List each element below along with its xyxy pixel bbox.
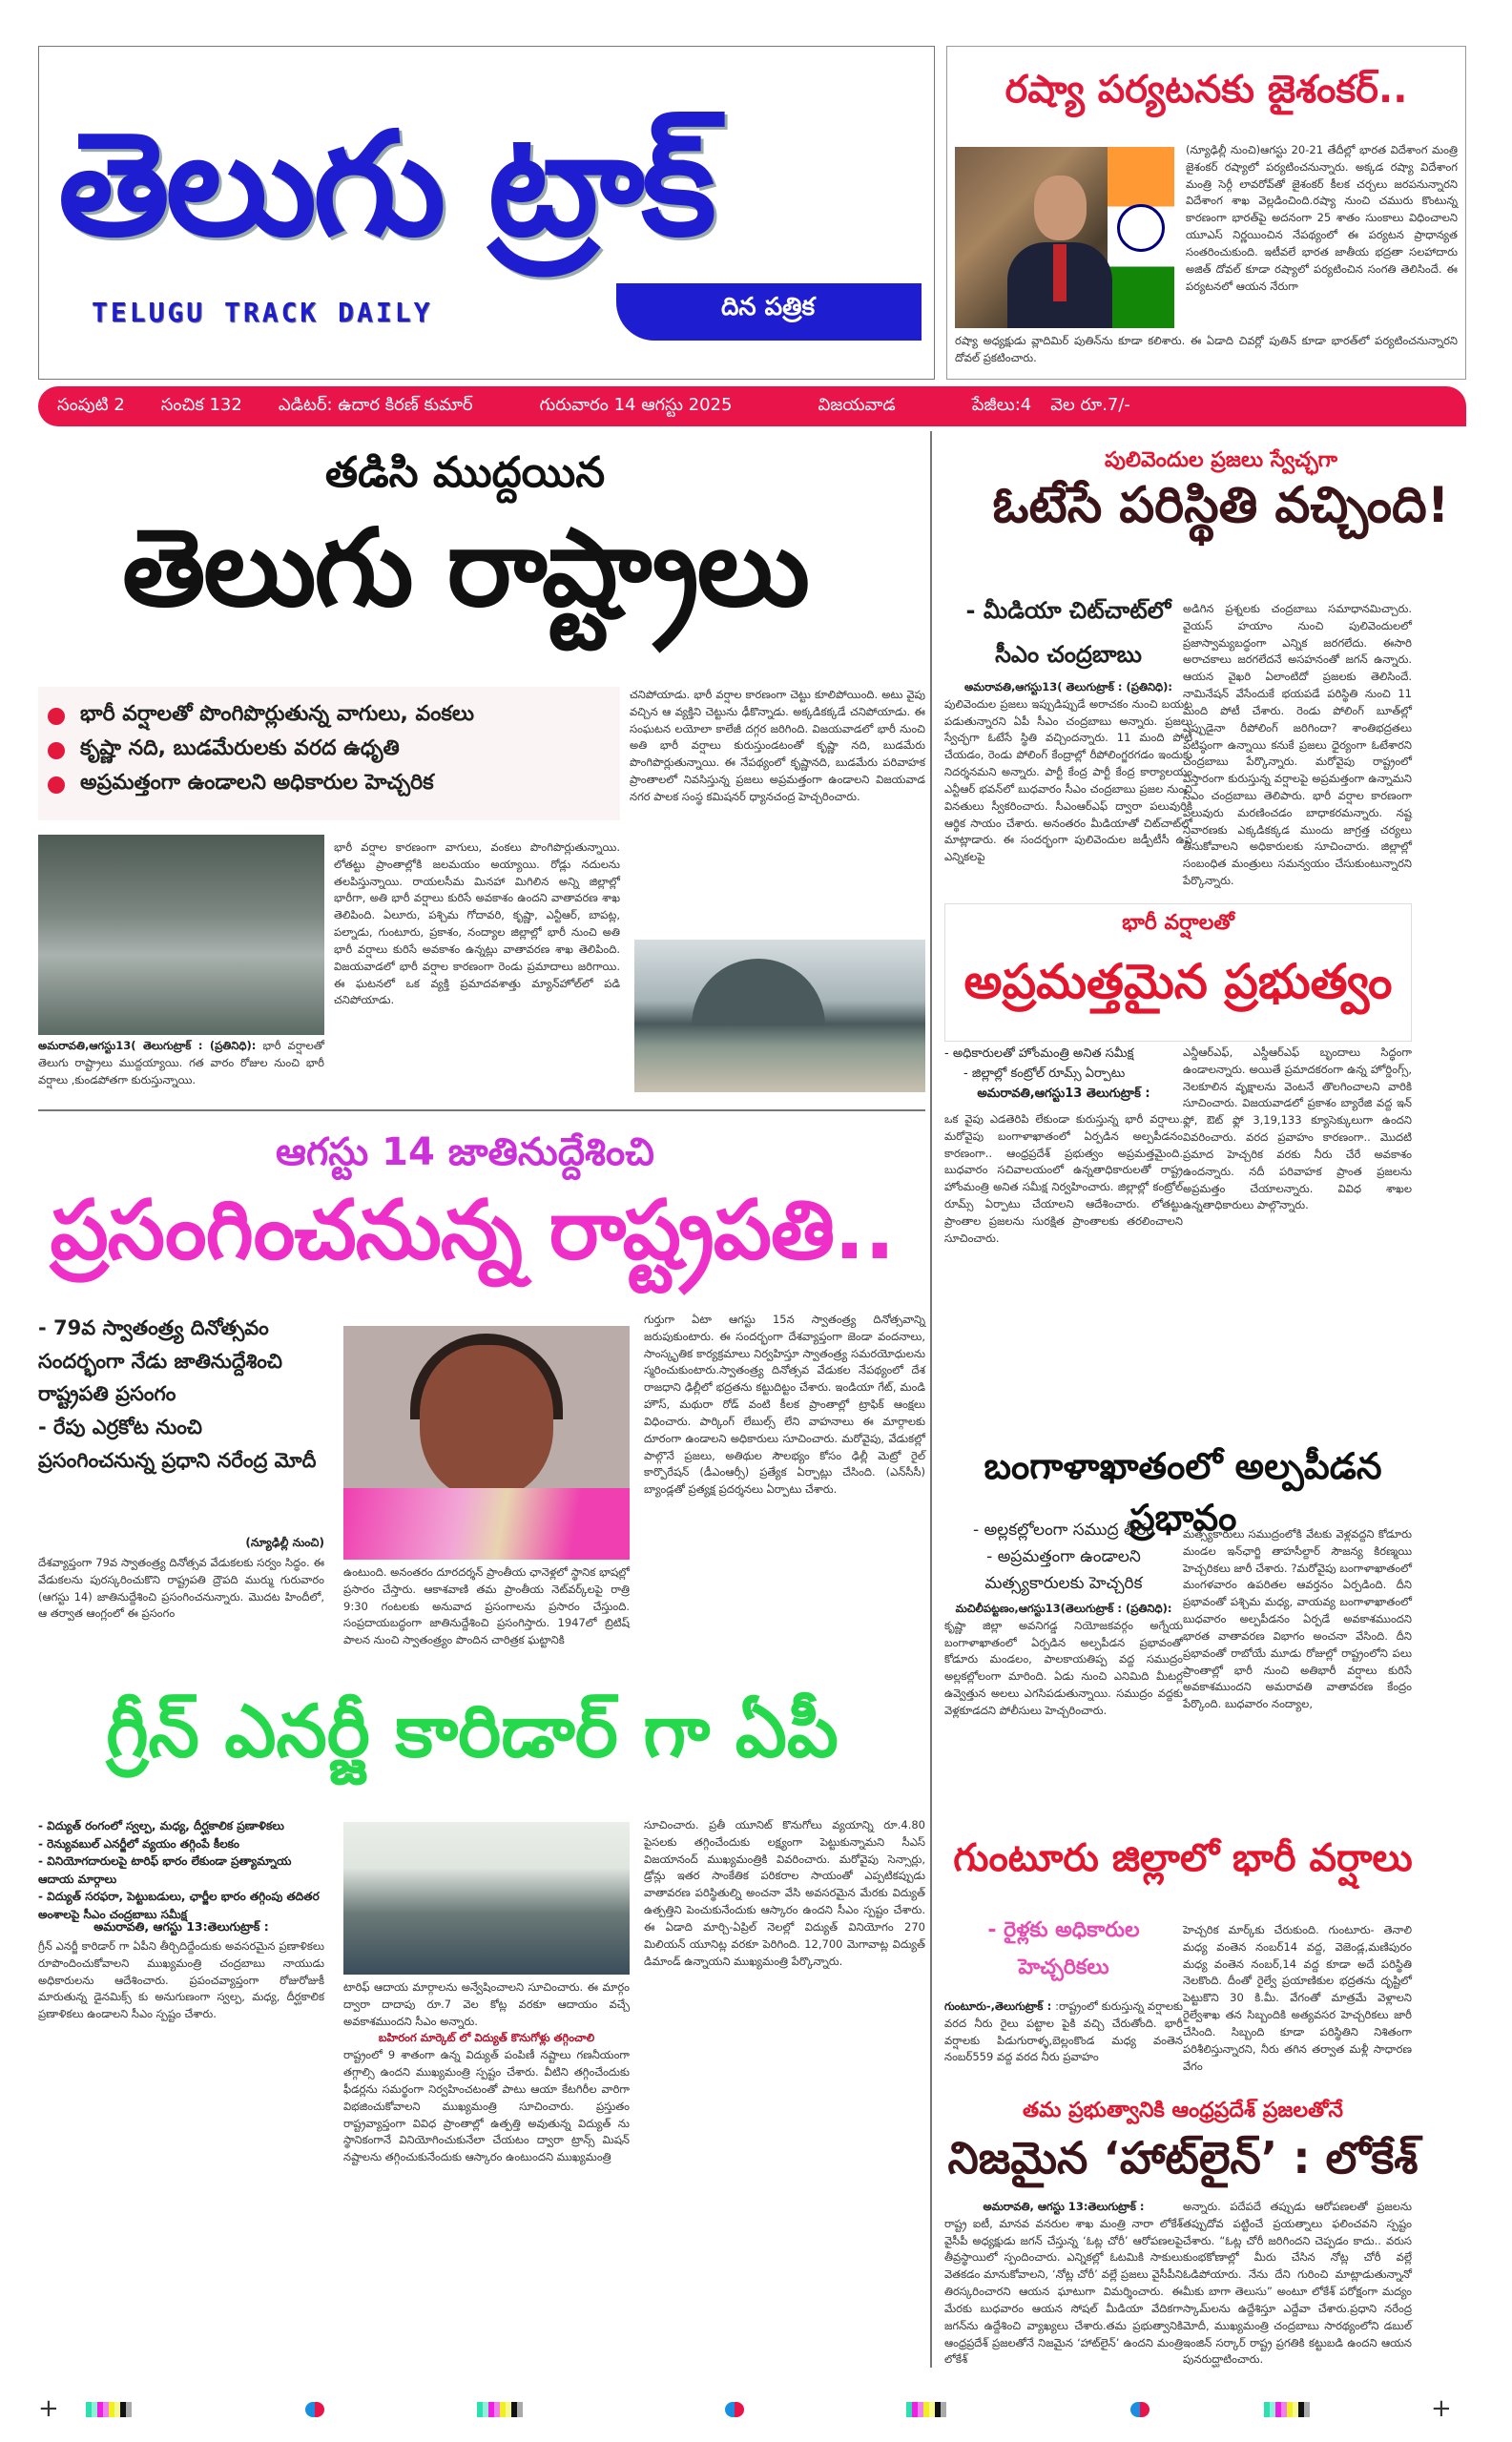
color-bar-icon [477,2402,523,2417]
alert-kicker: భారీ వర్షాలతో [1122,911,1234,935]
guntur-subheads: - రైళ్లకు అధికారుల హెచ్చరికలు [987,1918,1140,1979]
section-divider [38,1109,925,1111]
alert-headline: అప్రమత్తమైన ప్రభుత్వం [963,954,1393,1009]
guntur-body-col1: గుంటూరు-,తెలుగుట్రాక్ : :రాష్ట్రంలో కురుస్తున్న వర్షాలకు వరద నీరు రైలు పట్టాల పైకి వచ్చి చేరుతోంది. భారీ వర్షాలకు పిడుగురాళ్ళ,బెల్లంకొండ మధ్య వంతెన నంబర్559 వద్ద వరద నీరు ప్రవాహం [944,1999,1183,2064]
jaishankar-article [946,46,1466,380]
guntur-body-col2: హెచ్చరిక మార్క్‌కు చేరుకుంది. గుంటూరు- తెనాలి మధ్య వంతెన నంబర్14 వద్ద, వెజెండ్ల,మణిపురం మధ్య వంతెన నంబర్,14 వద్ద కూడా అదే పరిస్థితి నెలకొంది. దీంతో రైల్వే ప్రయాణికుల భద్రతను దృష్టిలో పెట్టుకొని 30 కి.మీ. వేగంతో మాత్రమే వెళ్లాలని రైల్వేశాఖ తన సిబ్బందికి అత్యవసర హెచ్చరికలు జారీ చేసింది. సిబ్బంది కూడా పరిస్థితిని నిశితంగా పరిశీలిస్తున్నారని, నీరు తగిన తర్వాత మళ్లీ సాధారణ వేగం [1183,1923,1412,2073]
date: గురువారం 14 ఆగస్టు 2025 [539,394,733,415]
alert-body-col2: ఎన్డీఆర్ఎఫ్, ఎస్డీఆర్ఎఫ్ బృందాలు సిద్ధంగా ఉండాలన్నారు. అయితే ప్రమాదకరంగా ఉన్న హోర్డింగ్స్, నెలకూలిన వృక్షాలను వెంటనే తొలగించాలని వారికి సూచించారు. విజయవాడలో ప్రకాశం బ్యారేజి వద్ద ఇన్ ఫ్లో, ఔట్ ఫ్లో 3,19,133 క్యూసెక్కులుగా ఉందని వివరించారు. వరద ప్రవాహం కారణంగా.. మొదటి ప్రమాద హెచ్చరిక వరకు నీరు చేరే అవకాశం ఉందన్నారు. నదీ పరివాహక ప్రాంత ప్రజలను అప్రమత్తం చేయాలన్నారు. వివిధ శాఖల ఉన్నతాధికారులు పాల్గొన్నారు. [1183,1045,1412,1212]
main-headline: తెలుగు రాష్ట్రాలు [122,507,808,631]
pulivendula-subheads: - మీడియా చిట్‌చాట్‌లో సీఎం చంద్రబాబు [965,597,1171,668]
bullet-item: అప్రమత్తంగా ఉండాలని అధికారుల హెచ్చరిక [48,771,611,799]
jaishankar-body-bottom: రష్యా అధ్యక్షుడు వ్లాదిమిర్ పుతిన్‌ను కూడా కలిశారు. ఈ ఏడాది చివర్లో పుతిన్ కూడా భారత్‌లో పర్యటించనున్నారని దోవల్ ప్రకటించారు. [955,334,1458,364]
main-bullets [38,687,620,820]
bay-body-col1: మచిలీపట్టణం,ఆగస్టు13(తెలుగుట్రాక్ : (ప్రతినిధి): కృష్ణా జిల్లా అవనిగడ్డ నియోజకవర్గం అగ్నేయ బంగాళాఖాతంలో ఏర్పడిన అల్పపీడన ప్రభావంతో కోడూరు మండలం, పాలకాయతిప్ప వద్ద సముద్రం అల్లకల్లోలంగా మారింది. ఏడు నుంచి ఎనిమిది మీటర్ల ఉవ్వెత్తున అలలు ఎగసిపడుతున్నాయి. సముద్రం వద్దకు వెళ్లకూడదని పోలీసులు హెచ్చరించారు. [944,1602,1183,1717]
pulivendula-body-col2: అడిగిన ప్రశ్నలకు చంద్రబాబు సమాధానమిచ్చారు. వైయస్ హయాం నుంచి పులివెందులలో ప్రజాస్వామ్యబద్ధంగా ఎన్నిక జరగలేదు. ఈసారి అరాచకాలు జరగలేదనే అసహనంతో జగన్ ఉన్నారు. ఆయన వైఖరి ఏలాంటిదో ప్రజలకు తెలిసిందే. నామినేషన్ వేసేందుకే భయపడే పరిస్థితి నుంచి 11 మంది పోటీ చేశారు. రెండు పోలింగ్ బూత్‌ల్లో ఎప్పుడైనా రీపోలింగ్ జరిగిందా? శాంతిభద్రతలు పటిష్ఠంగా ఉన్నాయి కనుకే ప్రజలు ధైర్యంగా ఓటేశారని చంద్రబాబు పేర్కొన్నారు. మరోవైపు రాష్ట్రంలో విస్తారంగా కురుస్తున్న వర్షాలపై అప్రమత్తంగా ఉన్నామని సీఎం చంద్రబాబు తెలిపారు. భారీ వర్షాల కారణంగా పలువురు మరణించడం బాధాకరమన్నారు. నష్ట నివారణకు ఎక్కడికక్కడ ముందు జాగ్రత్త చర్యలు తీసుకోవాలని అధికారులకు సూచించారు. జిల్లాల్లో సంబంధిత మంత్రులు సమన్వయం చేసుకుంటున్నారని పేర్కొన్నారు. [1183,602,1412,887]
main-body-col2: చనిపోయాడు. భారీ వర్షాల కారణంగా చెట్టు కూలిపోయింది. అటు వైపు వచ్చిన ఆ వ్యక్తిని చెట్టును ఢీకొన్నాడు. అక్కడికక్కడే చనిపోయాడు. ఈ సంఘటన లయోలా కాలేజీ దగ్గర జరిగింది. విజయవాడలో భారీ నుంచి అతి భారీ వర్షాలు కురుస్తుండటంతో కృష్ణా నది, బుడమేరు పొంగిపొర్లుతున్నాయి. ఈ నేపథ్యంలో కృష్ణానది, బుడమేరు పరివాహక ప్రాంతాలలో నివసిస్తున్న ప్రజలు అప్రమత్తంగా ఉండాలని విజయవాడ నగర పాలక సంస్థ కమిషనర్ ధ్యానచంద్ర హెచ్చరించారు. [630,688,925,803]
editor: ఎడిటర్: ఉదార కిరణ్ కుమార్ [278,394,473,415]
river-photo [634,940,925,1092]
main-body-col1: భారీ వర్షాల కారణంగా వాగులు, వంకలు పొంగిపొర్లుతున్నాయి. లోతట్టు ప్రాంతాల్లోకి జలమయం అయ్యాయి. రోడ్లు నదులను తలపిస్తున్నాయి. రాయలసీమ మినహా మిగిలిన అన్ని జిల్లాల్లో భారీగా, అతి భారీ వర్షాలు కురిసే అవకాశం ఉందని వాతావరణ శాఖ తెలిపింది. ఏలూరు, పశ్చిమ గోదావరి, కృష్ణా, ఎన్టీఆర్, బాపట్ల, పల్నాడు, గుంటూరు, ప్రకాశం, నంద్యాల జిల్లాల్లో భారీ నుంచి అతి భారీ వర్షాలు కురిసే అవకాశం ఉన్నట్లు వాతావరణ శాఖ తెలిపింది. విజయవాడలో భారీ వర్షాల కారణంగా రెండు ప్రమాదాలు జరిగాయి. ఈ ఘటనలో ఒక వ్యక్తి ప్రమాదవశాత్తు మ్యాన్‌హోల్‌లో పడి చనిపోయాడు. [334,840,620,1007]
green-dateline: అమరావతి, ఆగస్టు 13:తెలుగుట్రాక్ : [93,1919,269,1934]
bullet-dot-icon [48,776,65,794]
issue: సంచిక 132 [160,394,242,415]
main-kicker: తడిసి ముద్దయిన [324,448,606,497]
print-registration-strip [0,2394,1512,2423]
pulivendula-body-col1: అమరావతి,ఆగస్టు13( తెలుగుట్రాక్ : (ప్రతినిధి): పులివెందుల ప్రజలు ఇప్పుడిప్పుడే అరాచకం నుంచి బయట పడుతున్నారని ఏపీ సీఎం చంద్రబాబు అన్నారు. ప్రజలు స్వేచ్ఛగా ఓటేసే స్థితి వచ్చిందన్నారు. 11 మంది పోటీ చేయడం, రెండు పోలింగ్ కేంద్రాల్లో రీపోలింగ్జరగడం ఇందుకు నిదర్శనమని అన్నారు. పార్టీ కేంద్ర పార్టీ కేంద్ర కార్యాలయం ఎన్టీఆర్ భవన్‌లో బుధవారం సీఎం చంద్రబాబు ప్రజల నుంచి వినతులు స్వీకరించారు. సీఎంఆర్ఎఫ్ ద్వారా పలువురికి ఆర్థిక సాయం చేశారు. అనంతరం మీడియాతో చిట్‌చాట్‌లో మాట్లాడారు. ఈ సందర్భంగా పులివెందుల జడ్పీటీసీ ఉప ఎన్నికలపై [944,680,1192,864]
pulivendula-headline: ఓటేసే పరిస్థితి వచ్చింది! [992,477,1450,534]
registration-cross-icon: + [38,2394,59,2423]
registration-dot-icon [305,2402,324,2417]
president-kicker: ఆగస్టు 14 జాతినుద్దేశించి [276,1130,654,1174]
registration-dot-icon [1130,2402,1150,2417]
volume: సంపుటి 2 [57,394,125,415]
color-bar-icon [86,2402,132,2417]
lokesh-body-col1: అమరావతి, ఆగస్టు 13:తెలుగుట్రాక్ : రాష్ట్ర ఐటీ, మానవ వనరుల శాఖ మంత్రి నారా లోకేశ్ వైసీపీ అధ్యక్షుడు జగన్ చేస్తున్న ‘ఓట్ల చోరీ’ ఆరోపణలపై తీవ్రస్థాయిలో స్పందించారు. ఎన్నికల్లో ఓటమికి సాకులు వెతకడం మానుకోవాలని, ‘నోట్ల చోరీ’ వల్లే ప్రజలు వైసీపీని తిరస్కరించారని ఆయన ఘాటుగా విమర్శించారు. ఈ మేరకు బుధవారం ఆయన సోషల్ మీడియా వేదికగా జగన్‌ను ఉద్దేశించి వ్యాఖ్యలు చేశారు.తమ ప్రభుత్వానికి ఆంధ్రప్రదేశ్ ప్రజలతోనే నిజమైన ‘హాట్‌లైన్’ ఉందని మంత్రి లోకేశ్ [944,2200,1183,2367]
president-body-col2: ఉంటుంది. అనంతరం దూరదర్శన్ ప్రాంతీయ ఛానెళ్లలో స్థానిక భాషల్లో ప్రసారం చేస్తారు. ఆకాశవాణి తమ ప్రాంతీయ నెట్‌వర్క్‌లపై రాత్రి 9:30 గంటలకు అనువాద ప్రసంగాలను ప్రసారం చేస్తుంది. సంప్రదాయబద్ధంగా జాతినుద్దేశించి ప్రసంగిస్తారు. 1947లో బ్రిటిష్ పాలన నుంచి స్వాతంత్ర్యం పొందిన చారిత్రక ఘట్టానికి [343,1565,630,1647]
bullet-dot-icon [48,742,65,759]
president-headline: ప్రసంగించనున్న రాష్ట్రపతి.. [50,1183,895,1278]
alert-body-col1: ఒక వైపు ఎడతెరిపి లేకుండా కురుస్తున్న భారీ వర్షాలు. మరోవైపు బంగాళాఖాతంలో ఏర్పడిన అల్పపీడనం కారణంగా.. ఆంధ్రప్రదేశ్ ప్రభుత్వం అప్రమత్తమైంది. బుధవారం సచివాలయంలో ఉన్నతాధికారులతో రాష్ట్ర హోంమంత్రి అనిత సమీక్ష నిర్వహించారు. జిల్లాల్లో కంట్రోల్ రూమ్స్ ఏర్పాటు చేయాలని ఆదేశించారు. లోతట్టు ప్రాంతాల ప్రజలను సురక్షిత ప్రాంతాలకు తరలించాలని సూచించారు. [944,1112,1183,1245]
green-bullets: - విద్యుత్ రంగంలో స్వల్ప, మధ్య, దీర్ఘకాలిక ప్రణాళికలు - రెన్యువబుల్ ఎనర్జీలో వ్యయం తగ్గింపే కీలకం - వినియోగదారులపై టారిఫ్ భారం లేకుండా ప్రత్యామ్నాయ ఆదాయ మార్గాలు - విద్యుత్ సరఫరా, పెట్టుబడులు, ఛార్జీల భారం తగ్గింపు తదితర అంశాలపై సీఎం చంద్రబాబు సమీక్ష [38,1819,320,1921]
logo-english: TELUGU TRACK DAILY [92,297,433,328]
guntur-headline: గుంటూరు జిల్లాలో భారీ వర్షాలు [953,1836,1413,1880]
bay-headline: బంగాళాఖాతంలో అల్పపీడన ప్రభావం [984,1445,1382,1539]
meeting-photo [343,1822,630,1975]
person-figure [1007,176,1112,328]
jaishankar-body: (న్యూఢిల్లీ నుంచి)ఆగస్టు 20-21 తేదీల్లో భారత విదేశాంగ మంత్రి జైశంకర్ రష్యాలో పర్యటించనున్నారు. అక్కడ రష్యా విదేశాంగ మంత్రి సెర్గీ లావరోవ్‌తో జైశంకర్ కీలక చర్చలు జరపనున్నారని విదేశాంగ శాఖ వెల్లడించింది.రష్యా నుంచి చమురు కొంటున్న కారణంగా భారత్‌పై అదనంగా 25 శాతం సుంకాలు విధించాలని యూఎస్ నిర్ణయించిన నేపథ్యంలో ఈ పర్యటన ప్రాధాన్యత సంతరించుకుంది. ఇటీవలే భారత జాతీయ భద్రతా సలహాదారు అజిత్ దోవల్ కూడా రష్యాలో పర్యటించిన సంగతి తెలిసిందే. ఈ పర్యటనలో ఆయన నేరుగా [1186,143,1458,293]
chakra-icon [1117,204,1165,252]
city: విజయవాడ [818,394,896,415]
registration-cross-icon: + [1431,2394,1452,2423]
president-caption: (న్యూఢిల్లీ నుంచి) [245,1536,324,1549]
president-bullets: - 79వ స్వాతంత్ర్య దినోత్సవం సందర్భంగా నేడు జాతినుద్దేశించి రాష్ట్రపతి ప్రసంగం - రేపు ఎర్రకోట నుంచి ప్రసంగించనున్న ప్రధాని నరేంద్ర మోదీ [38,1316,317,1472]
color-bar-icon [906,2402,946,2417]
pages: పేజీలు:4 [971,394,1032,415]
green-body-col1: గ్రీన్ ఎనర్జీ కారిడార్ గా ఏపీని తీర్చిదిద్దేందుకు అవసరమైన ప్రణాళికలు రూపొందించుకోవాలని ముఖ్యమంత్రి చంద్రబాబు నాయుడు అధికారులను ఆదేశించారు. ప్రపంచవ్యాప్తంగా రోజురోజుకీ మారుతున్న డైనమిక్స్ కు అనుగుణంగా స్వల్ప, మధ్య, దీర్ఘకాలిక ప్రణాళికలు ఉండాలని సీఎం స్పష్టం చేశారు. [38,1939,324,2021]
alert-subheads: - అధికారులతో హోంమంత్రి అనిత సమీక్ష - జిల్లాల్లో కంట్రోల్ రూమ్స్ ఏర్పాటు అమరావతి,ఆగస్టు13 తెలుగుట్రాక్ : [944,1046,1150,1101]
column-divider [930,431,932,2368]
price: వెల రూ.7/- [1050,394,1130,415]
green-subheading: బహిరంగ మార్కెట్ లో విద్యుత్ కొనుగోళ్లు తగ్గించాలి [378,2031,595,2045]
edition-info-bar [38,386,1466,426]
color-bar-icon [1264,2402,1310,2417]
president-body-col1: దేశవ్యాప్తంగా 79వ స్వాతంత్ర్య దినోత్సవ వేడుకలకు సర్వం సిద్ధం. ఈ వేడుకలను పురస్కరించుకొని రాష్ట్రపతి ద్రౌపది ముర్ము గురువారం (ఆగస్టు 14) జాతినుద్దేశించి ప్రసంగించనున్నారు. మొదట హిందీలో, ఆ తర్వాత ఆంగ్లంలో ఈ ప్రసంగం [38,1556,324,1621]
main-dateline-block: అమరావతి,ఆగస్టు13( తెలుగుట్రాక్ : (ప్రతినిధి): భారీ వర్షాలతో తెలుగు రాష్ట్రాలు ముద్దయ్యాయి. గత వారం రోజుల నుంచి భారీ వర్షాలు ,కుండపోతగా కురుస్తున్నాయి. [38,1039,324,1086]
bullet-item: భారీ వర్షాలతో పొంగిపొర్లుతున్న వాగులు, వంకలు [48,702,611,731]
bullet-item: కృష్ణా నది, బుడమేరులకు వరద ఉధృతి [48,736,611,765]
lokesh-body-col2: అన్నారు. పదేపదే తప్పుడు ఆరోపణలతో ప్రజలను తప్పుదోవ పట్టించే ప్రయత్నాలు ఫలించవని స్పష్టం చేశారు. “ఓట్ల చోరీ జరిగిందని చెప్పడం కాదు.. వరుస కుంభకోణాల్లో మీరు చేసిన నోట్ల చోరీ వల్లే ఓడిపోయారు. నేను దేని గురించి మాట్లాడుతున్నానో మీకు బాగా తెలుసు” అంటూ లోకేశ్ పరోక్షంగా మద్యం స్కామ్‌లను ఉద్దేశిస్తూ ఎద్దేవా చేశారు.ప్రధాని నరేంద్ర మోదీ, ముఖ్యమంత్రి చంద్రబాబు సారథ్యంలోని డబుల్ ఇంజిన్ సర్కార్ రాష్ట్ర ప్రగతికి కట్టుబడి ఉందని ఆయన పునరుద్ఘాటించారు. [1183,2200,1412,2367]
logo-tagline: దిన పత్రిక [616,283,922,341]
president-body-col3: గుర్తుగా ఏటా ఆగస్టు 15న స్వాతంత్ర్య దినోత్సవాన్ని జరుపుకుంటారు. ఈ సందర్భంగా దేశవ్యాప్తంగా జెండా వందనాలు, సాంస్కృతిక కార్యక్రమాలు నిర్వహిస్తూ స్వాతంత్ర్య సమరయోధులను స్మరించుకుంటారు.స్వాతంత్ర్య దినోత్సవ వేడుకల నేపథ్యంలో దేశ రాజధాని ఢిల్లీలో భద్రతను కట్టుదిట్టం చేశారు. ఇండియా గేట్, మండి హౌస్, మథురా రోడ్ వంటి కీలక ప్రాంతాల్లో ట్రాఫిక్ ఆంక్షలు విధించారు. పార్కింగ్ లేబుల్స్ లేని వాహనాలు ఈ మార్గాలకు దూరంగా ఉండాలని అధికారులు సూచించారు. మరోవైపు, వేడుకల్లో పాల్గొనే ప్రజలు, అతిథుల సౌలభ్యం కోసం ఢిల్లీ మెట్రో రైల్ కార్పొరేషన్ (డీఎంఆర్సీ) ప్రత్యేక ఏర్పాట్లు చేసింది. (ఎన్‌సీసీ) బ్యాండ్లతో ప్రత్యక్ష ప్రదర్శనలు ఏర్పాటు చేశారు. [644,1313,925,1497]
president-photo [343,1326,630,1560]
registration-dot-icon [725,2402,744,2417]
lokesh-kicker: తమ ప్రభుత్వానికి ఆంధ్రప్రదేశ్ ప్రజలతోనే [1023,2099,1343,2122]
green-energy-headline: గ్రీన్ ఎనర్జీ కారిడార్ గా ఏపీ [106,1688,839,1773]
rain-photo [38,835,324,1035]
green-body-col2: టారిఫ్ ఆదాయ మార్గాలను అన్వేషించాలని సూచించారు. ఈ మార్గం ద్వారా దాదాపు రూ.7 వెల కోట్ల వరకూ ఆదాయం వచ్చే అవకాశముందని సీఎం అన్నారు. బహిరంగ మార్కెట్ లో విద్యుత్ కొనుగోళ్లు తగ్గించాలి రాష్ట్రంలో 9 శాతంగా ఉన్న విద్యుత్ పంపిణీ నష్టాలు గణనీయంగా తగ్గాల్సి ఉందని ముఖ్యమంత్రి స్పష్టం చేశారు. వీటిని తగ్గించేందుకు ఫీడర్లను సమర్థంగా నిర్వహించటంతో పాటు ఆయా కేటగిరీల వారిగా విభజించుకోవాలని ముఖ్యమంత్రి సూచించారు. ప్రస్తుతం రాష్ట్రవ్యాప్తంగా వివిధ ప్రాంతాల్లో ఉత్పత్తి అవుతున్న విద్యుత్ ను స్థానికంగానే వినియోగించుకునేలా చేయటం ద్వారా ట్రాన్స్ మిషన్ నష్టాలను తగ్గించుకునేందుకు ఆస్కారం ఉంటుందని ముఖ్యమంత్రి [343,1980,630,2164]
bullet-dot-icon [48,708,65,725]
green-body-col3: సూచించారు. ప్రతీ యూనిట్ కొనుగోలు వ్యయాన్ని రూ.4.80 పైసలకు తగ్గించేందుకు లక్ష్యంగా పెట్టుకున్నామని సీఎస్ విజయానంద్ ముఖ్యమంత్రికి వివరించారు. మరోవైపు సెన్సార్లు, డ్రోన్లు ఇతర సాంకేతిక పరికరాల సాయంతో ఎప్పటికప్పుడు వాతావరణ పరిస్థితుల్ని అంచనా వేసి అవసరమైన మేరకు విద్యుత్ ఉత్పత్తిని పెంచుకునేందుకు ఆస్కారం ఉందని సీఎం స్పష్టం చేశారు. ఈ ఏడాది మార్చి-ఏప్రిల్ నెలల్లో విద్యుత్ వినియోగం 270 మిలియన్ యూనిట్ల వరకూ పెరిగింది. 12,700 మెగావాట్ల విద్యుత్ డిమాండ్ ఉన్నాయని ముఖ్యమంత్రి పేర్కొన్నారు. [644,1818,925,1968]
lokesh-headline: నిజమైన ‘హాట్‌లైన్’ : లోకేశ్ [947,2132,1419,2183]
bay-subheads: - అల్లకల్లోలంగా సముద్ర తీరం - అప్రమత్తంగా ఉండాలని మత్స్యకారులకు హెచ్చరిక [973,1521,1154,1594]
jaishankar-photo [955,147,1174,328]
logo-telugu: తెలుగు ట్రాక్ [58,102,713,268]
bay-body-col2: మత్స్యకారులు సముద్రంలోకి వేటకు వెళ్లవద్దని కోడూరు మండల ఇన్‌ఛార్జి తాహసీల్దార్ సౌజన్య కిరణ్మయి హెచ్చరికలు జారీ చేశారు. ?మరోవైపు బంగాళాఖాతంలో మంగళవారం ఉపరితల ఆవర్తనం ఏర్పడింది. దీని ప్రభావంతో పశ్చిమ మధ్య, వాయవ్య బంగాళాఖాతంలో బుధవారం అల్పపీడనం ఏర్పడే అవకాశముందని భారత వాతావరణ విభాగం అంచనా వేసింది. దీని ప్రభావంతో రాబోయే మూడు రోజుల్లో రాష్ట్రంలోని పలు ప్రాంతాల్లో భారీ నుంచి అతిభారీ వర్షాలు కురిసే అవకాశముందని అమరావతి వాతావరణ కేంద్రం పేర్కొంది. బుధవారం నంద్యాల, [1183,1527,1412,1711]
masthead [38,46,935,380]
jaishankar-headline: రష్యా పర్యటనకు జైశంకర్.. [1005,68,1408,112]
pulivendula-kicker: పులివెందుల ప్రజలు స్వేచ్ఛగా [1104,448,1338,472]
